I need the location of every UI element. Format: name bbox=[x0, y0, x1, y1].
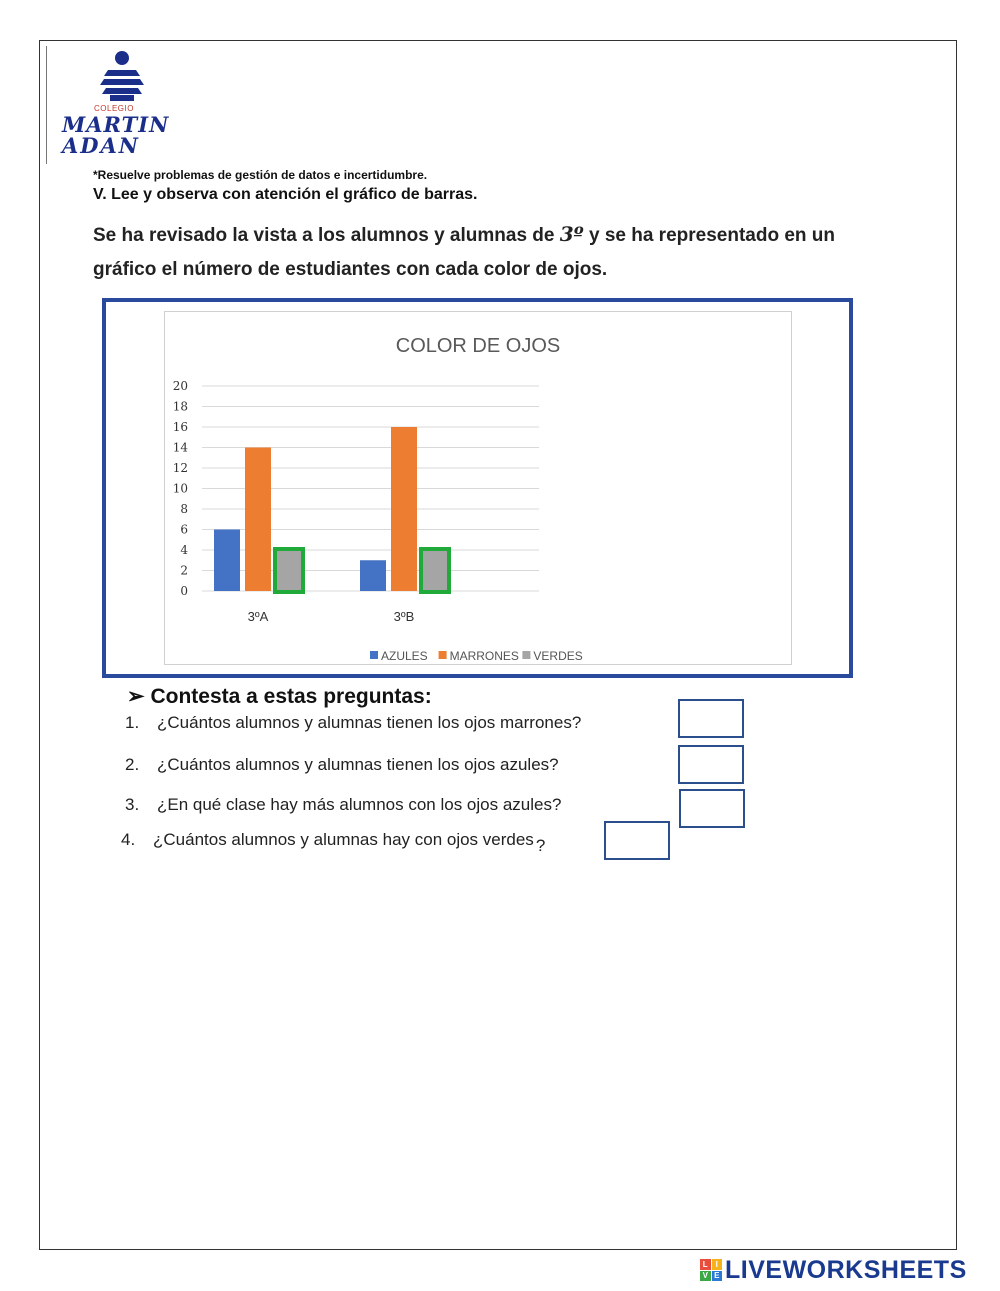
x-category-label: 3ºB bbox=[393, 609, 415, 624]
question-number: 4. bbox=[121, 830, 136, 849]
y-tick-label: 4 bbox=[180, 543, 188, 557]
question-number: 1. bbox=[125, 713, 140, 732]
chart-title: COLOR DE OJOS bbox=[395, 335, 561, 357]
answer-box-2[interactable] bbox=[678, 745, 744, 784]
logo-letter: E bbox=[712, 1271, 723, 1282]
section-title: V. Lee y observa con atención el gráfico de barras. bbox=[93, 186, 478, 203]
y-tick-label: 20 bbox=[172, 379, 188, 393]
y-tick-label: 8 bbox=[180, 502, 188, 516]
answer-box-4[interactable] bbox=[604, 821, 670, 860]
question-4 bbox=[121, 830, 546, 855]
legend-swatch bbox=[522, 651, 530, 659]
bar bbox=[245, 448, 271, 592]
question-text: ¿En qué clase hay más alumnos con los ojos azules? bbox=[157, 795, 562, 814]
intro-line2: gráfico el número de estudiantes con cada color de ojos. bbox=[93, 259, 608, 280]
legend-label: VERDES bbox=[533, 649, 583, 663]
question-3 bbox=[125, 795, 561, 815]
brand-text: LIVEWORKSHEETS bbox=[725, 1255, 967, 1284]
question-text: ¿Cuántos alumnos y alumnas hay con ojos verdes bbox=[153, 830, 534, 849]
bullet-arrow-icon: ➢ bbox=[127, 685, 145, 708]
question-number: 2. bbox=[125, 755, 140, 774]
logo-letter: V bbox=[700, 1271, 711, 1282]
question-number: 3. bbox=[125, 795, 140, 814]
question-1 bbox=[125, 713, 581, 733]
logo-letter: L bbox=[700, 1259, 711, 1270]
intro-grade: 3º bbox=[559, 222, 584, 246]
logo-label-line2: ADAN bbox=[62, 133, 140, 158]
bar bbox=[360, 560, 386, 591]
question-2 bbox=[125, 755, 559, 775]
liveworksheets-brand bbox=[700, 1256, 967, 1284]
y-tick-label: 0 bbox=[180, 584, 188, 598]
bar-chart bbox=[102, 298, 853, 678]
question-text: ¿Cuántos alumnos y alumnas tienen los ojos marrones? bbox=[157, 713, 582, 732]
logo-divider bbox=[46, 46, 47, 164]
y-tick-label: 6 bbox=[180, 522, 188, 537]
liveworksheets-logo-icon bbox=[700, 1259, 722, 1281]
y-tick-label: 2 bbox=[180, 563, 188, 578]
logo-label-small: COLEGIO bbox=[94, 104, 134, 113]
legend-swatch bbox=[370, 651, 378, 659]
question-suffix: ? bbox=[535, 836, 546, 855]
bar-highlighted bbox=[275, 549, 303, 592]
bar-highlighted bbox=[421, 549, 449, 592]
legend-label: AZULES bbox=[381, 649, 428, 663]
instructions-heading bbox=[127, 684, 432, 709]
bar bbox=[214, 530, 240, 592]
intro-part1: Se ha revisado la vista a los alumnos y alumnas de bbox=[93, 225, 555, 246]
intro-paragraph bbox=[93, 217, 893, 287]
x-category-label: 3ºA bbox=[247, 609, 269, 624]
legend-label: MARRONES bbox=[449, 649, 519, 663]
logo-label-line1: MARTIN bbox=[62, 112, 170, 137]
y-tick-label: 10 bbox=[172, 481, 188, 496]
y-tick-label: 12 bbox=[172, 461, 188, 475]
question-text: ¿Cuántos alumnos y alumnas tienen los ojos azules? bbox=[157, 755, 559, 774]
legend-swatch bbox=[439, 651, 447, 659]
logo-letter: I bbox=[712, 1259, 723, 1270]
competence-text: *Resuelve problemas de gestión de datos e incertidumbre. bbox=[93, 168, 428, 182]
instructions-text: Contesta a estas preguntas: bbox=[150, 685, 432, 708]
answer-box-1[interactable] bbox=[678, 699, 744, 738]
intro-part2: y se ha representado en un bbox=[588, 225, 835, 246]
y-tick-label: 16 bbox=[172, 420, 188, 434]
bar bbox=[391, 427, 417, 591]
answer-box-3[interactable] bbox=[679, 789, 745, 828]
y-tick-label: 14 bbox=[172, 440, 188, 455]
y-tick-label: 18 bbox=[172, 399, 188, 414]
